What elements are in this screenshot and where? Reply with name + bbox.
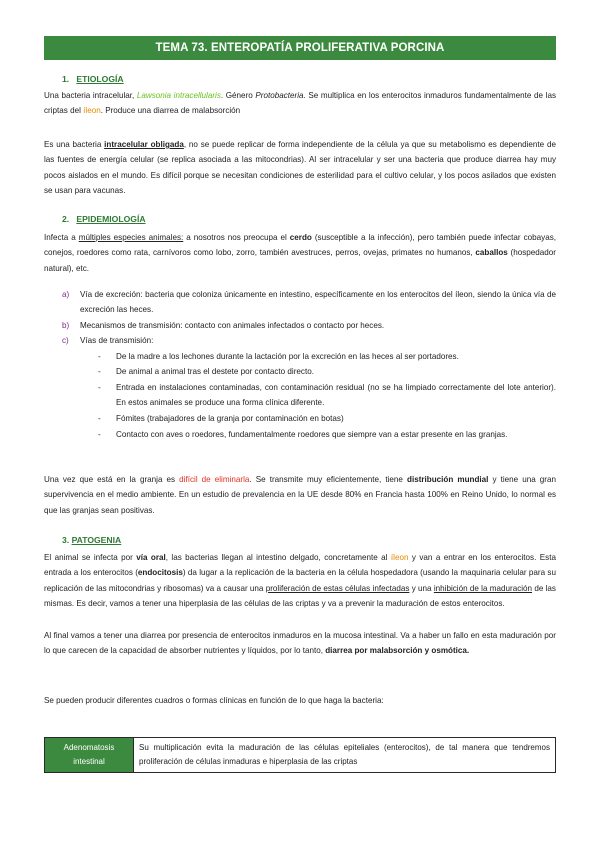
list-marker: b) [62,321,70,330]
section-heading-etiologia [62,74,124,84]
clinical-forms-table [44,737,556,773]
paragraph: Es una bacteria intracelular obligada, no se puede replicar de forma independiente de la célula ya que su metabolismo es dependiente de las fuentes de energía celular (se replica asociada a las mitocondrias). Al ser intracelular y ser una bacteria que produce diarrea hay muy pocos aislados en el mundo. Es difícil porque se necesitan condiciones de esterilidad para el cultivo celular, y los pocos asilados que existen se usan para vacunas. [44,140,556,195]
section-title: EPIDEMIOLOGÍA [76,214,146,224]
list-item: Mecanismos de transmisión: contacto con animales infectados o contacto por heces. [80,321,385,330]
table-row [45,738,556,773]
sub-list-item: De animal a animal tras el destete por contacto directo. [116,367,314,376]
section-number: 3. [62,535,70,545]
paragraph: Se pueden producir diferentes cuadros o formas clínicas en función de lo que haga la bacteria: [44,696,384,705]
document-page: TEMA 73. ENTEROPATÍA PROLIFERATIVA PORCINA 1. ETIOLOGÍA Una bacteria intracelular, Lawsonia intracellularis. Género Protobacteria. Se multiplica en los enterocitos inmaduros fundamentalmente de las criptas del íleon. Produce una diarrea de malabsorción Es una bacteria intracelular obligada, no se puede replicar de forma independiente de la célula ya que su metabolismo es dependiente de las fuentes de energía celular (se replica asociada a las mitocondrias). Al ser intracelular y ser una bacteria que produce diarrea hay muy pocos aislados en el mundo. Es difícil porque se necesitan condiciones de esterilidad para el cultivo celular, y los pocos asilados que existen se usan para vacunas. 2. EPIDEMIOLOGÍA Infecta a múltiples especies animales: a nosotros nos preocupa el cerdo (susceptible a la infección), pero también puede infectar cobayas, conejos, roedores como rata, carnívoros como lobo, zorro, también avestruces, perros, ovejas, primates no humanos, caballos (hospedador natural), etc. a) Vía de excreción: bacteria que coloniza únicamente en intestino, específicamente en los enterocitos del íleon, siendo la única vía de excreción las heces. b) Mecanismos de transmisión: contacto con animales infectados o contacto por heces. c) Vías de transmisión: - De la madre a los lechones durante la lactación por la excreción en las heces al ser portadores. - De animal a animal tras el destete por contacto directo. - Entrada en instalaciones contaminadas, con contaminación residual (no se ha limpiado correctamente del lote anterior). En estos animales se produce una forma clínica diferente. - Fómites (trabajadores de la granja por contaminación en botas) - Contacto con aves o roedores, fundamentalmente roedores que siempre van a estar presente en las granjas. Una vez que está en la granja es difícil de eliminarla. Se transmite muy eficientemente, tiene distribución mundial y tiene una gran supervivencia en el medio ambiente. En un estudio de prevalencia en la UE desde 80% en Francia hasta 100% en Reino Unido, lo normal es que las granjas sean positivas. 3. PATOGENIA El animal se infecta por vía oral, las bacterias llegan al intestino delgado, concretamente al íleon y van a entrar en los enterocitos. Esta entrada a los enterocitos (endocitosis) da lugar a la replicación de la bacteria en la célula hospedadora (usando la maquinaria celular para su replicación de las mitocondrias y ribosomas) va a causar una proliferación de estas células infectadas y una inhibición de la maduración de las mismas. Es decir, vamos a tener una hiperplasia de las células de las criptas y va a prevenir la maduración de estos enterocitos. Al final vamos a tener una diarrea por presencia de enterocitos inmaduros en la mucosa intestinal. Va a haber un fallo en esta maduración por lo que carecen de la capacidad de absorber nutrientes y líquidos, por lo tanto, diarrea por malabsorción y osmótica. Se pueden producir diferentes cuadros o formas clínicas en función de lo que haga la bacteria: Adenomatosis intestinal Su multiplicación evita la maduración de las células epiteliales (enterocitos), de tal manera que tendremos proliferación de células inmaduras e hiperplasia de las criptas [0,0,600,848]
table-row-header: Adenomatosis intestinal [45,738,134,773]
sub-list-item: De la madre a los lechones durante la lactación por la excreción en las heces al ser portadores. [116,352,459,361]
section-heading-epidemiologia [62,214,146,224]
paragraph: El animal se infecta por vía oral, las bacterias llegan al intestino delgado, concretamente al íleon y van a entrar en los enterocitos. Esta entrada a los enterocitos (endocitosis) da lugar a la replicación de la bacteria en la célula hospedadora (usando la maquinaria celular para su replicación de las mitocondrias y ribosomas) va a causar una proliferación de estas células infectadas y una inhibición de la maduración de las mismas. Es decir, vamos a tener una hiperplasia de las células de las criptas y va a prevenir la maduración de estos enterocitos. [44,553,556,608]
list-item: Vías de transmisión: [80,336,154,345]
section-title: PATOGENIA [71,535,122,545]
section-title: ETIOLOGÍA [76,74,124,84]
paragraph: Una bacteria intracelular, Lawsonia intracellularis. Género Protobacteria. Se multiplica en los enterocitos inmaduros fundamentalmente de las criptas del íleon. Produce una diarrea de malabsorción [44,91,556,116]
page-title: TEMA 73. ENTEROPATÍA PROLIFERATIVA PORCINA [44,36,556,60]
sub-list-item: Fómites (trabajadores de la granja por contaminación en botas) [116,414,344,423]
paragraph: Al final vamos a tener una diarrea por presencia de enterocitos inmaduros en la mucosa intestinal. Va a haber un fallo en esta maduración por lo que carecen de la capacidad de absorber nutrientes y líquidos, por lo tanto, diarrea por malabsorción y osmótica. [44,631,556,656]
sub-list-item: Contacto con aves o roedores, fundamentalmente roedores que siempre van a estar presente en las granjas. [116,430,508,439]
list-marker: c) [62,336,69,345]
sub-list-item: Entrada en instalaciones contaminadas, con contaminación residual (no se ha limpiado correctamente del lote anterior). En estos animales se produce una forma clínica diferente. [116,383,556,408]
section-number: 1. [62,74,70,84]
list-marker: a) [62,290,70,299]
list-item: Vía de excreción: bacteria que coloniza únicamente en intestino, específicamente en los enterocitos del íleon, siendo la única vía de excreción las heces. [80,290,556,315]
paragraph: Infecta a múltiples especies animales: a nosotros nos preocupa el cerdo (susceptible a la infección), pero también puede infectar cobayas, conejos, roedores como rata, carnívoros como lobo, zorro, también avestruces, perros, ovejas, primates no humanos, caballos (hospedador natural), etc. [44,233,556,273]
section-heading-patogenia [62,535,121,545]
table-cell: Su multiplicación evita la maduración de las células epiteliales (enterocitos), de tal manera que tendremos proliferación de células inmaduras e hiperplasia de las criptas [134,738,556,773]
section-number: 2. [62,214,70,224]
paragraph: Una vez que está en la granja es difícil de eliminarla. Se transmite muy eficientemente, tiene distribución mundial y tiene una gran supervivencia en el medio ambiente. En un estudio de prevalencia en la UE desde 80% en Francia hasta 100% en Reino Unido, lo normal es que las granjas sean positivas. [44,475,557,515]
species-name: Lawsonia intracellularis [136,91,221,100]
